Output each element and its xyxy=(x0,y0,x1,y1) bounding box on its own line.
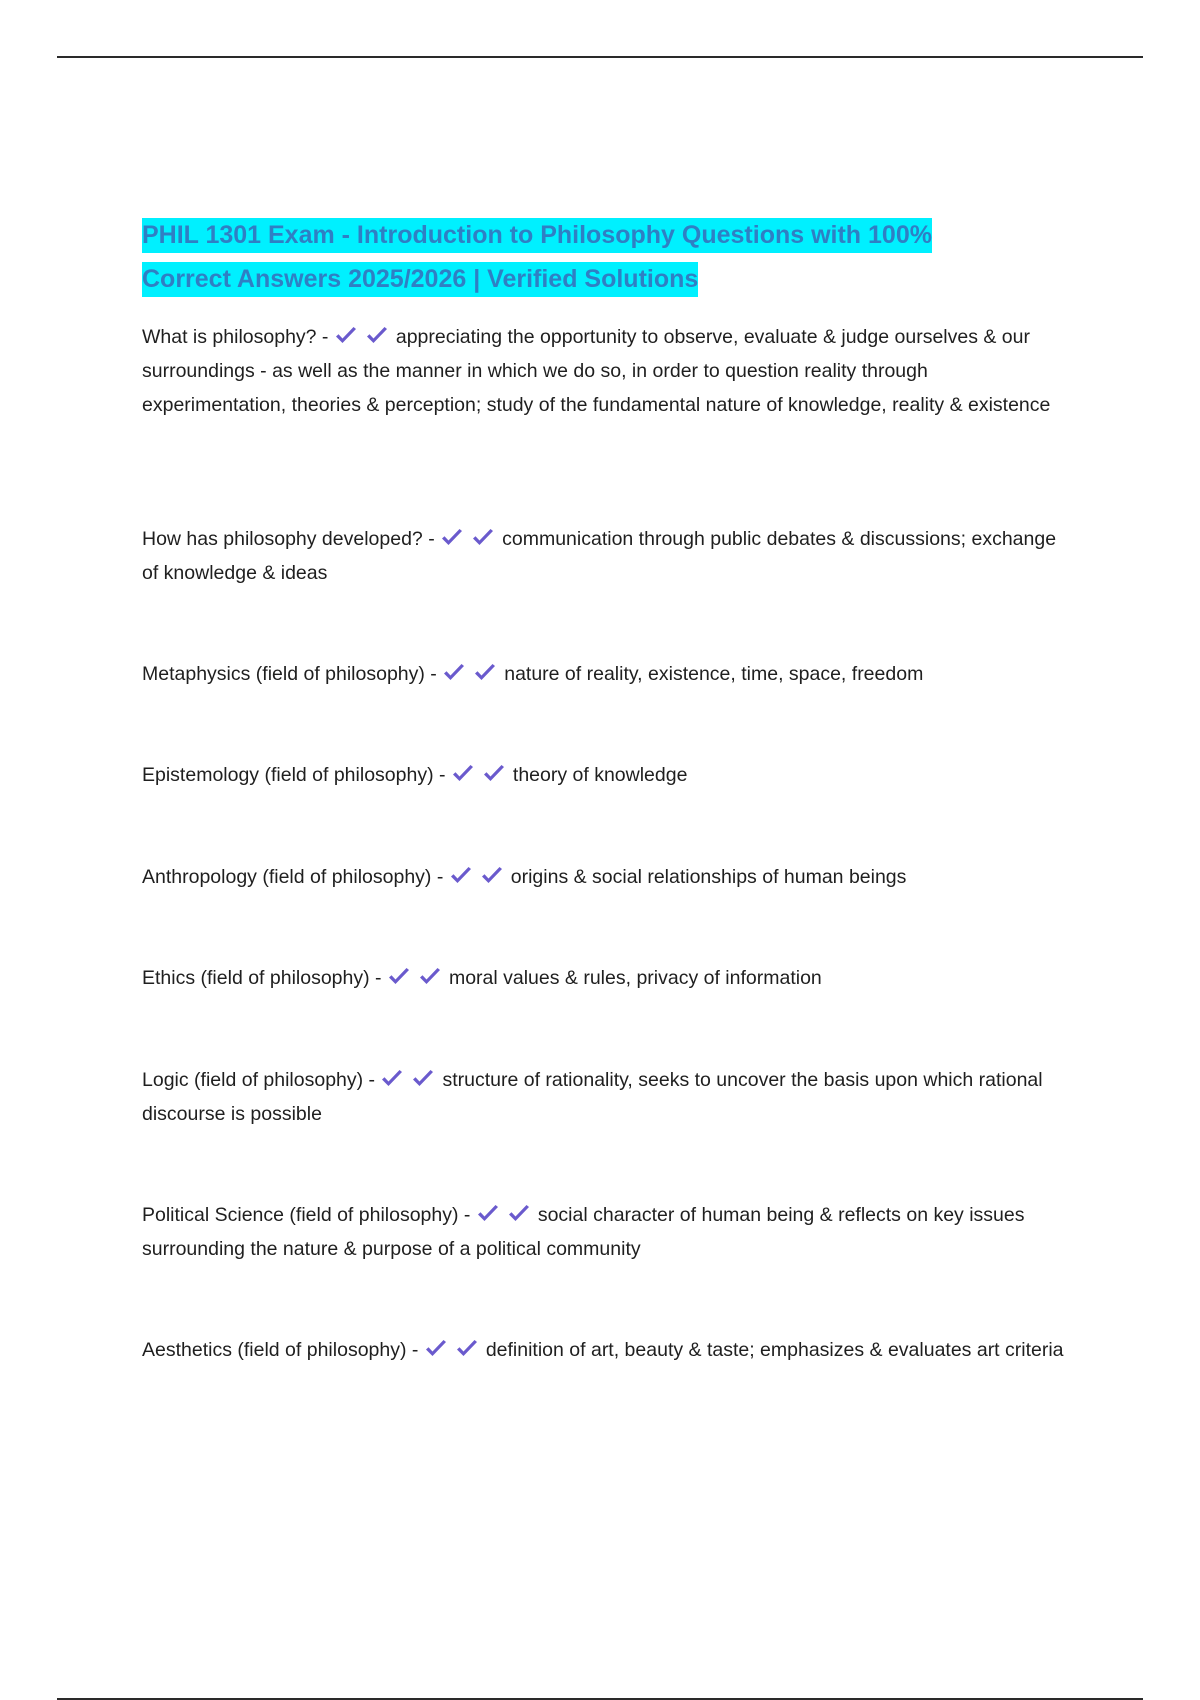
qa-item xyxy=(142,522,1072,590)
qa-item xyxy=(142,758,1072,792)
title-line-2: Correct Answers 2025/2026 | Verified Solutions xyxy=(142,265,699,293)
checkmark-icon xyxy=(442,663,466,683)
checkmark-icon xyxy=(451,764,475,784)
checkmark-icon xyxy=(380,1069,404,1089)
question-text: Logic (field of philosophy) - xyxy=(142,1069,376,1091)
answer-text: moral values & rules, privacy of information xyxy=(448,967,822,989)
answer-text: definition of art, beauty & taste; emphasizes & evaluates art criteria xyxy=(485,1339,1064,1361)
checkmark-icon xyxy=(365,326,389,346)
question-text: Aesthetics (field of philosophy) - xyxy=(142,1339,419,1361)
qa-item xyxy=(142,657,1072,691)
checkmark-icon xyxy=(480,866,504,886)
qa-item xyxy=(142,1198,1072,1266)
title-highlight xyxy=(142,218,932,297)
answer-text: communication through public debates & discussions; exchange of knowledge & ideas xyxy=(142,528,1057,584)
checkmark-icon xyxy=(471,528,495,548)
document-title xyxy=(142,213,1072,301)
qa-item xyxy=(142,320,1072,422)
checkmark-icon xyxy=(476,1204,500,1224)
answer-text: nature of reality, existence, time, space, freedom xyxy=(504,663,924,685)
answer-text: appreciating the opportunity to observe, evaluate & judge ourselves & our surroundings - as well as the manner in which we do so, in order to question reality through experimentation, theories & perception; study of the fundamental nature of knowledge, reality & existence xyxy=(142,326,1051,416)
question-text: Anthropology (field of philosophy) - xyxy=(142,866,444,888)
qa-item xyxy=(142,1333,1072,1367)
checkmark-icon xyxy=(449,866,473,886)
qa-item xyxy=(142,860,1072,894)
qa-item xyxy=(142,961,1072,995)
checkmark-icon xyxy=(424,1339,448,1359)
checkmark-icon xyxy=(507,1204,531,1224)
checkmark-icon xyxy=(440,528,464,548)
answer-text: structure of rationality, seeks to uncover the basis upon which rational discourse is possible xyxy=(142,1069,1043,1125)
checkmark-icon xyxy=(334,326,358,346)
checkmark-icon xyxy=(455,1339,479,1359)
title-line-1: PHIL 1301 Exam - Introduction to Philosophy Questions with 100% xyxy=(142,221,932,249)
checkmark-icon xyxy=(411,1069,435,1089)
checkmark-icon xyxy=(418,967,442,987)
checkmark-icon xyxy=(482,764,506,784)
checkmark-icon xyxy=(473,663,497,683)
answer-text: theory of knowledge xyxy=(512,764,688,786)
question-text: Political Science (field of philosophy) - xyxy=(142,1204,471,1226)
question-text: Ethics (field of philosophy) - xyxy=(142,967,382,989)
question-text: Epistemology (field of philosophy) - xyxy=(142,764,446,786)
question-text: How has philosophy developed? - xyxy=(142,528,435,550)
question-text: Metaphysics (field of philosophy) - xyxy=(142,663,437,685)
qa-item xyxy=(142,1063,1072,1131)
answer-text: social character of human being & reflects on key issues surrounding the nature & purpose of a political community xyxy=(142,1204,1025,1260)
checkmark-icon xyxy=(387,967,411,987)
question-text: What is philosophy? - xyxy=(142,326,329,348)
answer-text: origins & social relationships of human beings xyxy=(510,866,907,888)
header-rule xyxy=(57,56,1143,58)
